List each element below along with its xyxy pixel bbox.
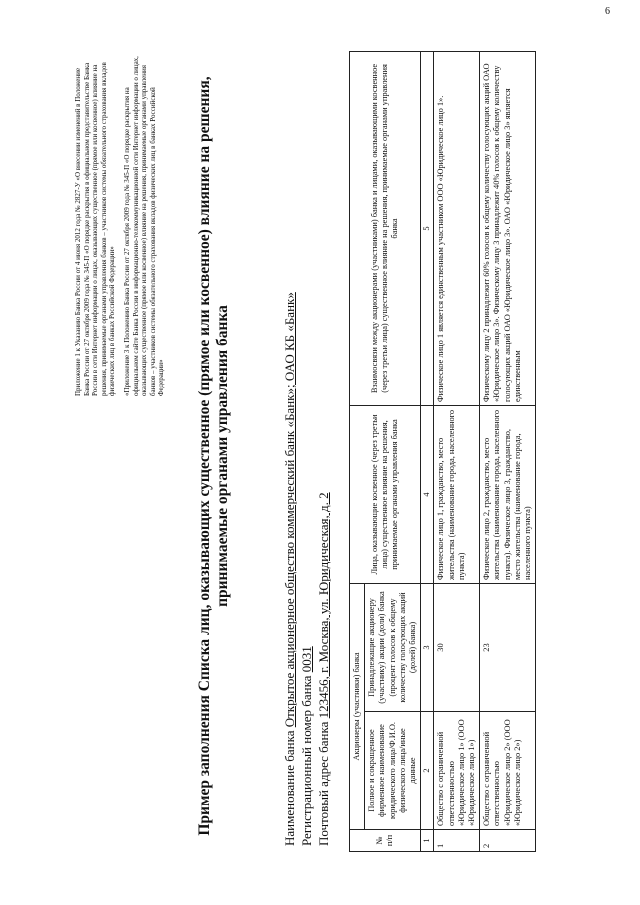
header-relations: Взаимосвязи между акционерами (участниками) банка и лицами, оказывающими косвенное (через третьи лица) существенное влияние на решения, принимаемые органами управления банка bbox=[350, 52, 421, 406]
bank-name-label: Наименование банка bbox=[282, 730, 297, 846]
bank-reg-label: Регистрационный номер банка bbox=[299, 675, 314, 846]
col-number: 3 bbox=[421, 584, 434, 712]
bank-address-value: 123456, г. Москва, ул. Юридическая, д. 2 bbox=[316, 492, 331, 719]
bank-reg-line bbox=[298, 66, 315, 846]
col-number: 1 bbox=[421, 830, 434, 852]
page-title: Пример заполнения Списка лиц, оказывающих существенное (прямое или косвенное) влияние на решения, принимаемые органами управления банка bbox=[196, 76, 231, 836]
bank-name-value: Открытое акционерное общество коммерческий банк «Банк»; ОАО КБ «Банк» bbox=[282, 292, 297, 728]
header-group: Акционеры (участники) банка bbox=[350, 584, 365, 830]
table-row bbox=[434, 52, 480, 852]
column-number-row bbox=[421, 52, 434, 852]
row-name: Общество с ограниченной ответственностью «Юридическое лицо 2» (ООО «Юридическое лицо 2») bbox=[480, 712, 536, 830]
header-share: Принадлежащие акционеру (участнику) акции (доли) банка (процент голосов к общему количеству голосующих акций (долей) банка) bbox=[365, 584, 421, 712]
header-persons: Лица, оказывающие косвенное (через третьи лица) существенное влияние на решения, принимаемые органами управления банка bbox=[350, 406, 421, 584]
bank-reg-value: 0031 bbox=[299, 646, 314, 673]
bank-name-line bbox=[281, 66, 298, 846]
bank-address-line bbox=[315, 66, 332, 846]
row-share: 23 bbox=[480, 584, 536, 712]
row-persons: Физическое лицо 1, гражданство, место жительства (наименование города, населенного пункта) bbox=[434, 406, 480, 584]
bank-details bbox=[281, 66, 332, 846]
row-relations: Физическое лицо 1 является единственным участником ООО «Юридическое лицо 1». bbox=[434, 52, 480, 406]
row-name: Общество с ограниченной ответственностью «Юридическое лицо 1» (ООО «Юридическое лицо 1») bbox=[434, 712, 480, 830]
row-num: 2 bbox=[480, 830, 536, 852]
col-number: 2 bbox=[421, 712, 434, 830]
row-persons: Физическое лицо 2, гражданство, место жительства (наименование города, населенного пункта). Физическое лицо 3, гражданство, место жительства (наименование города, населенного пункта) bbox=[480, 406, 536, 584]
row-share: 30 bbox=[434, 584, 480, 712]
appendix-notes bbox=[74, 56, 172, 396]
col-number: 4 bbox=[421, 406, 434, 584]
bank-address-label: Почтовый адрес банка bbox=[316, 721, 331, 846]
appendix-note-2: «Приложение 3 к Положению Банка России от 27 октября 2009 года № 345-П «О порядке раскрытия на официальном сайте Банка России в информационно-телекоммуникационной сети Интернет информации о лицах, оказывающих существенное (прямое или косвенное) влияние на решения, принимаемые органами управления банков – участников системы обязательного страхования вкладов физических лиц в банках Российской Федерации» bbox=[122, 56, 166, 396]
header-name: Полное и сокращенное фирменное наименование юридического лица/Ф.И.О. физического лица/иные данные bbox=[365, 712, 421, 830]
rotated-content bbox=[36, 36, 596, 876]
table-header-row bbox=[350, 52, 365, 852]
appendix-note-1: Приложение 1 к Указанию Банка России от 4 июня 2012 года № 2827-У «О внесении изменений в Положение Банка России от 27 октября 2009 года № 345-П «О порядке раскрытия в официальном представительстве Банка России в сети Интернет информации о лицах, оказывающих существенное (прямое или косвенное) влияние на решения, принимаемые органами управления банков – участников системы обязательного страхования вкладов физических лиц в банках Российской Федерации» bbox=[74, 62, 117, 396]
table-row bbox=[480, 52, 536, 852]
row-relations: Физическому лицу 2 принадлежит 60% голосов к общему количеству голосующих акций ОАО «Юридическое лицо 3». Физическому лицу 3 принадлежит 40% голосов к общему количеству голосующих акций ОАО «Юридическое лицо 3». ОАО «Юридическое лицо 3» является единственным bbox=[480, 52, 536, 406]
col-number: 5 bbox=[421, 52, 434, 406]
shareholders-table bbox=[349, 51, 536, 852]
header-num: № п/п bbox=[350, 830, 421, 852]
row-num: 1 bbox=[434, 830, 480, 852]
page-number: 6 bbox=[605, 6, 610, 17]
